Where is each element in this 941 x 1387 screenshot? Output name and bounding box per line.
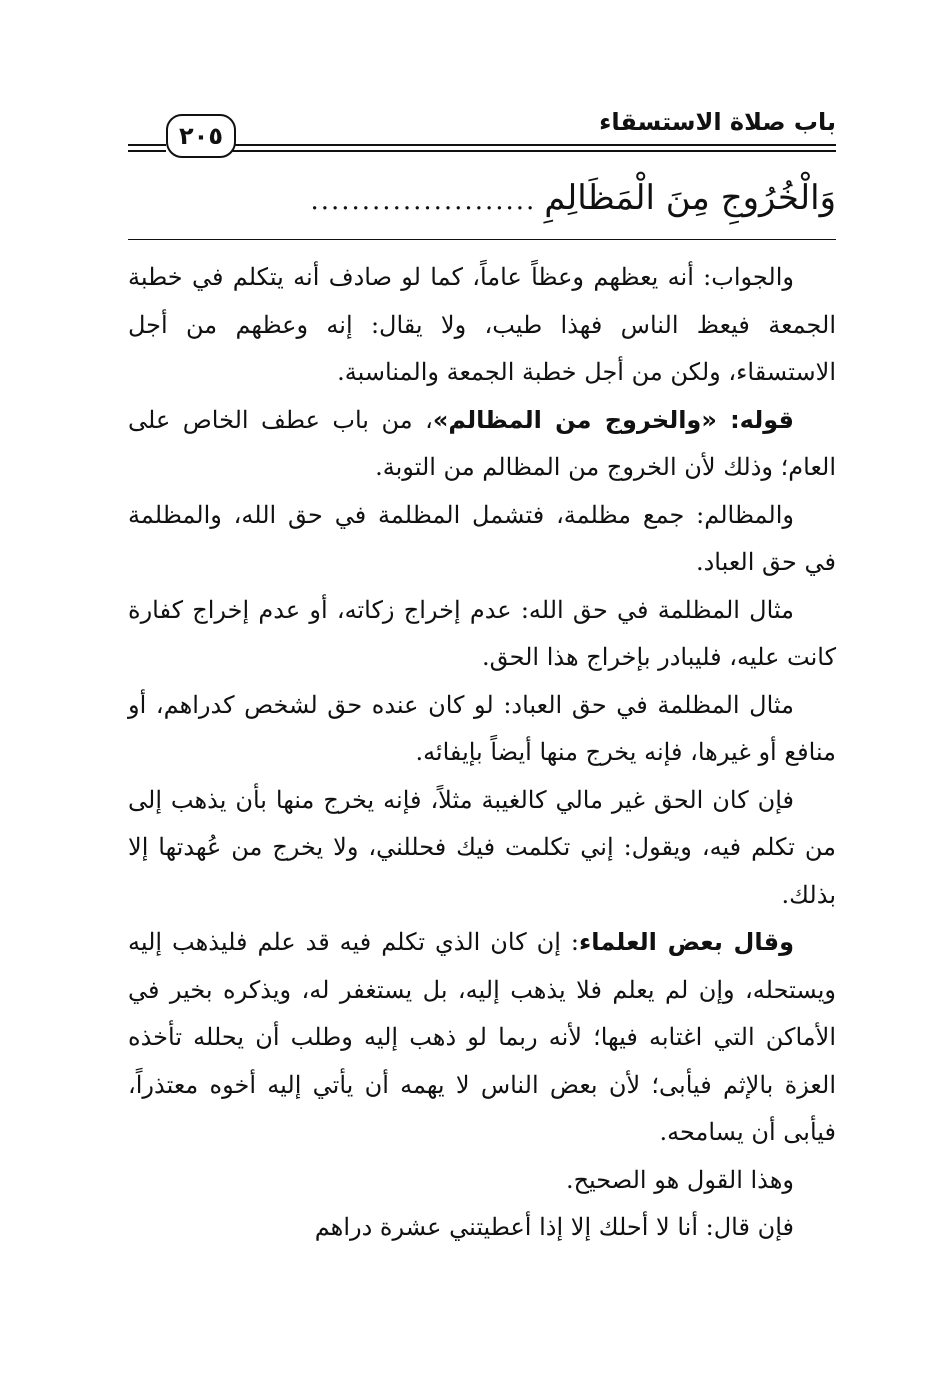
paragraph-text: وهذا القول هو الصحيح. <box>565 1165 794 1194</box>
paragraph-text: فإن كان الحق غير مالي كالغيبة مثلاً، فإنه يخرج منها بأن يذهب إلى من تكلم فيه، ويقول: إني تكلمت فيك فحللني، ولا يخرج من عُهدتها إلا بذلك. <box>128 785 836 909</box>
paragraph-text: : إن كان الذي تكلم فيه قد علم فليذهب إليه ويستحله، وإن لم يعلم فلا يذهب إليه، بل يستغفر له، ويذكره بخير في الأماكن التي اغتابه فيها؛ لأنه ربما لو ذهب إليه وطلب أن يحلله تأخذه العزة بالإثم فيأبى؛ لأن بعض الناس لا يهمه أن يأتي إليه أخوه معتذراً، فيأبى أن يسامحه. <box>128 928 836 1146</box>
matn-dots: ...................... <box>310 186 537 216</box>
chapter-title: باب صلاة الاستسقاء <box>599 108 836 136</box>
paragraph <box>128 1204 836 1252</box>
paragraph <box>128 397 836 492</box>
matn-divider <box>128 239 836 240</box>
paragraph-text: مثال المظلمة في حق العباد: لو كان عنده حق لشخص كدراهم، أو منافع أو غيرها، فإنه يخرج منها أيضاً بإيفائه. <box>128 690 836 766</box>
paragraph-text: ، من باب عطف الخاص على العام؛ وذلك لأن الخروج من المظالم من التوبة. <box>128 405 836 481</box>
paragraph-lead: وقال بعض العلماء <box>578 928 795 956</box>
paragraph <box>128 587 836 682</box>
paragraph <box>128 492 836 587</box>
paragraph-lead: قوله: «والخروج من المظالم» <box>432 405 794 434</box>
paragraph <box>128 777 836 920</box>
running-header <box>128 100 836 160</box>
paragraph <box>128 254 836 397</box>
paragraph-text: مثال المظلمة في حق الله: عدم إخراج زكاته، أو عدم إخراج كفارة كانت عليه، فليبادر بإخراج هذا الحق. <box>128 595 836 671</box>
matn-line <box>128 168 836 228</box>
paragraph <box>128 682 836 777</box>
paragraph-text: فإن قال: أنا لا أحلك إلا إذا أعطيتني عشرة دراهم <box>314 1213 794 1241</box>
paragraph <box>128 1157 836 1205</box>
header-double-rule-left <box>128 144 166 154</box>
paragraph <box>128 919 836 1157</box>
header-double-rule <box>232 144 836 154</box>
matn-text: وَالْخُرُوجِ مِنَ الْمَظَالِمِ <box>544 178 836 218</box>
body-text <box>128 254 836 1252</box>
paragraph-text: والجواب: أنه يعظهم وعظاً عاماً، كما لو صادف أنه يتكلم في خطبة الجمعة فيعظ الناس فهذا طيب، ولا يقال: إنه وعظهم من أجل الاستسقاء، ولكن من أجل خطبة الجمعة والمناسبة. <box>128 263 836 386</box>
page-number: ٢٠٥ <box>166 114 236 158</box>
paragraph-text: والمظالم: جمع مظلمة، فتشمل المظلمة في حق الله، والمظلمة في حق العباد. <box>128 500 836 576</box>
